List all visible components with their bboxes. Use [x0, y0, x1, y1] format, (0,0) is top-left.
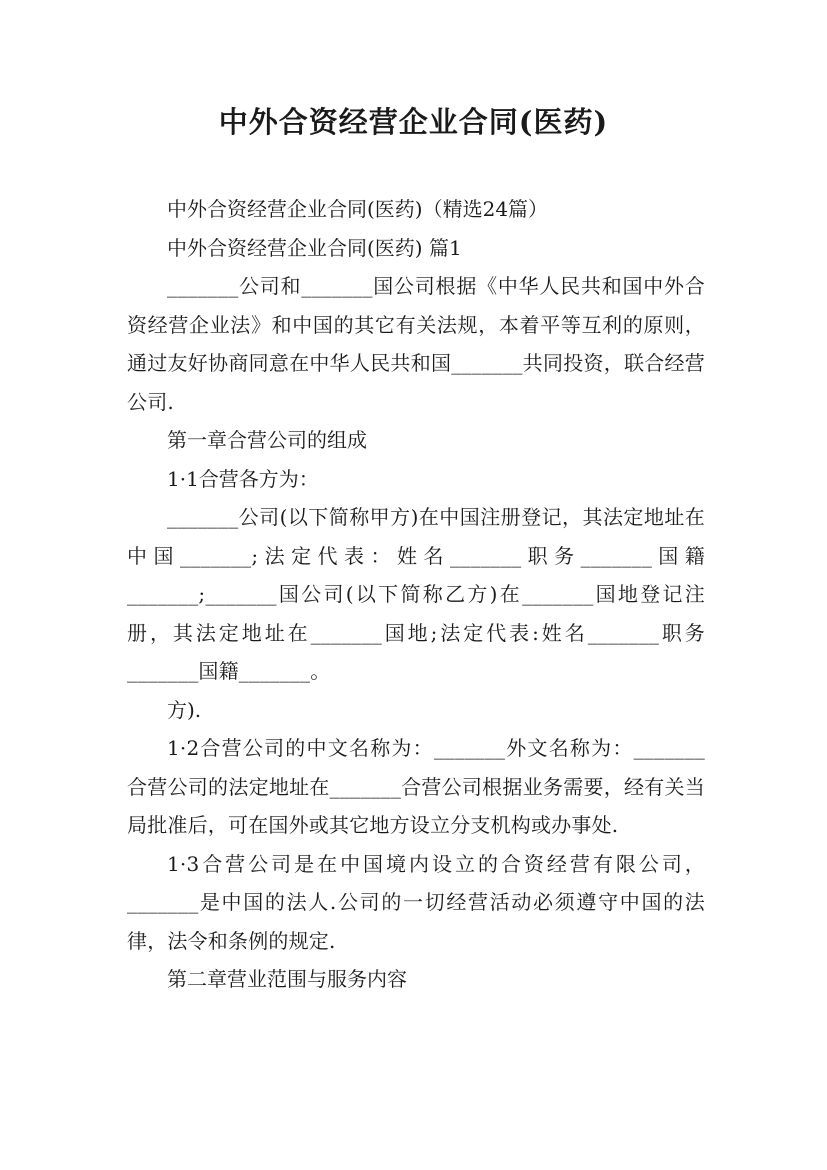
document-body — [127, 190, 705, 999]
heading-chapter-two: 第二章营业范围与服务内容 — [167, 967, 407, 991]
paragraph-chapter-label: 中外合资经营企业合同(医药) 篇1 — [167, 235, 462, 260]
section-1-3-body: 1·3合营公司是在中国境内设立的合资经营有限公司，_______是中国的法人.公司的一切经营活动必须遵守中国的法律，法令和条例的规定. — [127, 851, 705, 953]
paragraph-fragment: 方). — [167, 697, 202, 722]
document-title: 中外合资经营企业合同(医药) — [218, 105, 609, 139]
section-1-2-body: 1·2合营公司的中文名称为：_______外文名称为：_______合营公司的法定地址在_______合营公司根据业务需要，经有关当局批准后，可在国外或其它地方设立分支机构或办事处. — [127, 736, 705, 837]
paragraph-subtitle: 中外合资经营企业合同(医药)（精选24篇） — [167, 197, 549, 221]
section-1-1-heading: 1·1合营各方为： — [167, 466, 319, 491]
heading-chapter-one: 第一章合营公司的组成 — [167, 428, 367, 452]
section-1-1-body: _______公司(以下简称甲方)在中国注册登记，其法定地址在中国_______;法定代表：姓名_______职务_______国籍_______;_______国公司(以下简称乙方)在_______国地登记注册，其法定地址在_______国地;法定代表:姓名_______职务_______国籍_______。 — [127, 505, 705, 683]
paragraph-preamble: _______公司和_______国公司根据《中华人民共和国中外合资经营企业法》和中国的其它有关法规，本着平等互利的原则，通过友好协商同意在中华人民共和国_______共同投资，联合经营公司. — [127, 274, 705, 414]
